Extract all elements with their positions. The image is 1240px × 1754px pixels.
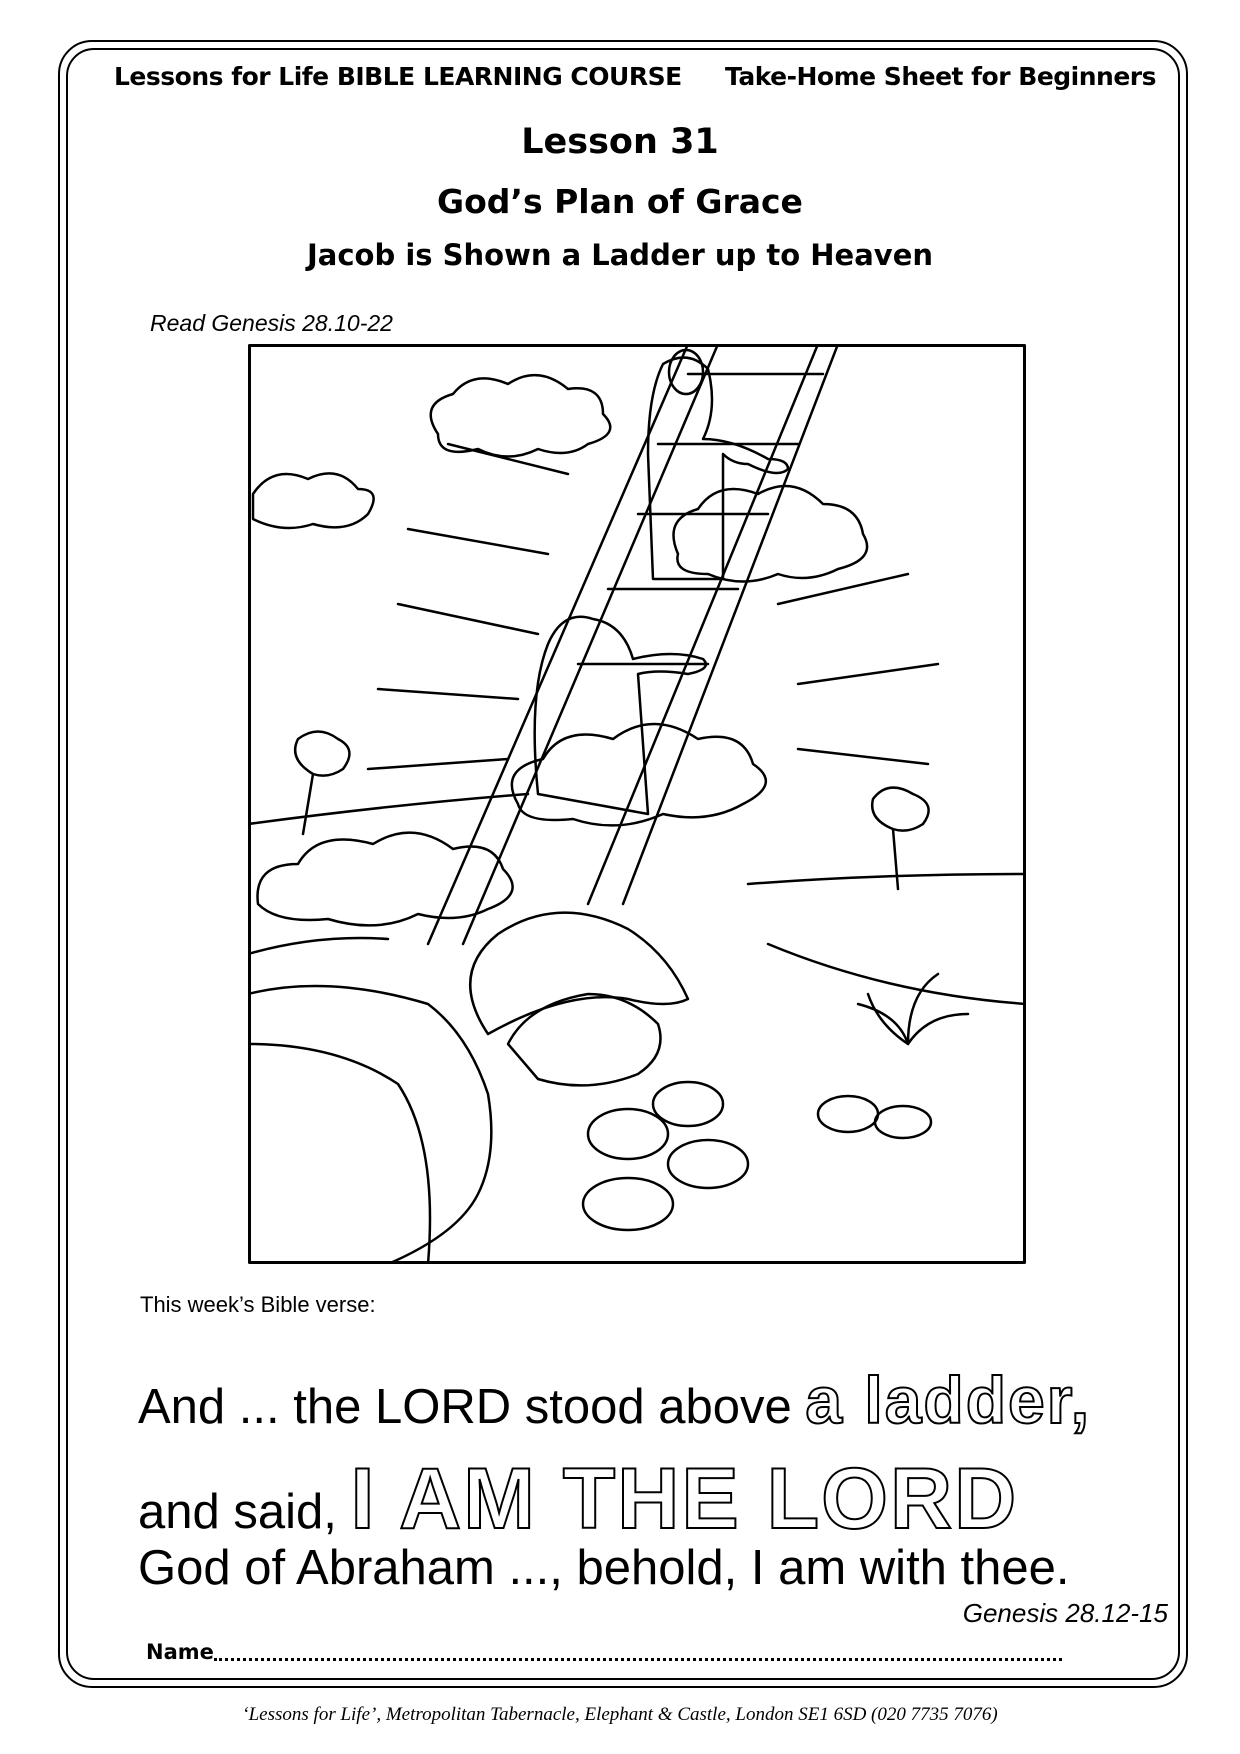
name-label: Name xyxy=(146,1640,214,1664)
verse-reference: Genesis 28.12-15 xyxy=(962,1598,1168,1628)
verse-line-2-text: and said, xyxy=(138,1485,351,1539)
cloud-bottom-left xyxy=(258,833,513,926)
verse-line-3: God of Abraham ..., behold, I am with thee. xyxy=(138,1541,1070,1595)
course-title: Lessons for Life BIBLE LEARNING COURSE xyxy=(114,62,682,91)
jacob-hair xyxy=(470,913,688,1034)
blanket xyxy=(248,986,491,1264)
verse-line-1 xyxy=(138,1362,1091,1438)
name-line[interactable] xyxy=(214,1658,1062,1661)
verse-line-1-text: And ... the LORD stood above xyxy=(138,1380,806,1434)
tree-left xyxy=(295,732,349,835)
coloring-illustration xyxy=(248,344,1026,1264)
ladder xyxy=(428,344,838,944)
tree-right xyxy=(872,788,928,889)
stones xyxy=(583,1082,931,1230)
lesson-theme: God’s Plan of Grace xyxy=(437,182,803,221)
verse-line-2-outline: I AM THE LORD xyxy=(350,1451,1019,1547)
cloud-mid xyxy=(674,486,868,582)
verse-line-1-outline: a ladder, xyxy=(805,1363,1092,1437)
jacob-face xyxy=(508,994,661,1085)
verse-line-2 xyxy=(138,1450,1018,1549)
lesson-number: Lesson 31 xyxy=(521,122,719,162)
plant xyxy=(858,974,968,1044)
lesson-subtitle: Jacob is Shown a Ladder up to Heaven xyxy=(306,238,934,272)
verse-label: This week’s Bible verse: xyxy=(140,1292,376,1317)
reading-reference: Read Genesis 28.10-22 xyxy=(150,310,393,336)
footer-address: ‘Lessons for Life’, Metropolitan Tabernacle, Elephant & Castle, London SE1 6SD (020 7735 7076) xyxy=(242,1704,998,1725)
hills xyxy=(248,794,1026,1004)
sheet-type: Take-Home Sheet for Beginners xyxy=(725,62,1156,91)
cloud-left xyxy=(253,473,374,528)
light-rays xyxy=(368,444,938,769)
cloud-top xyxy=(431,375,611,456)
